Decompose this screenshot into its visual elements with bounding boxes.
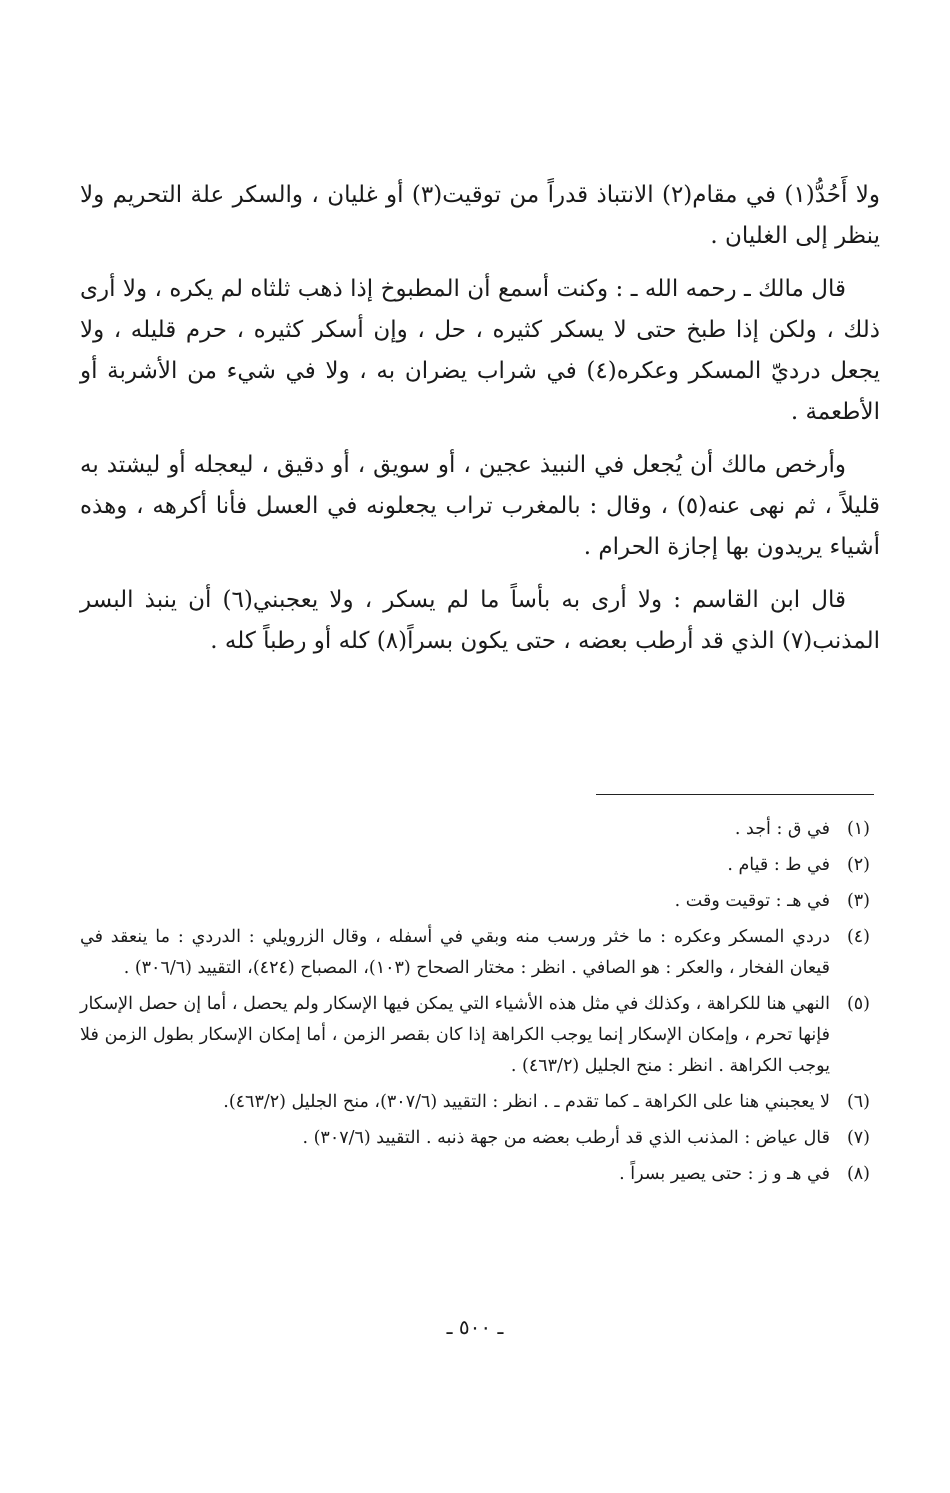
footnote-4: [80, 922, 870, 984]
page-number: ـ ٥٠٠ ـ: [446, 1315, 504, 1339]
footnote-text: في ط : قيام .: [727, 855, 830, 875]
footnote-number: (٢): [846, 855, 870, 875]
footnote-number: (٤): [846, 927, 870, 947]
footnote-number: (٨): [846, 1164, 870, 1184]
footnote-number: (٦): [846, 1092, 870, 1112]
footnote-text: دردي المسكر وعكره : ما خثر ورسب منه وبقي في أسفله ، وقال الزرويلي : الدردي : ما ينعقد في قيعان الفخار ، والعكر : هو الصافي . انظر : مختار الصحاح (١٠٣)، المصباح (٤٢٤)، التقييد (٣٠٦/٦) .: [80, 927, 830, 978]
footnote-text: لا يعجبني هنا على الكراهة ـ كما تقدم ـ . انظر : التقييد (٣٠٧/٦)، منح الجليل (٤٦٣/٢).: [223, 1092, 830, 1112]
main-text: [80, 175, 880, 674]
footnotes: [80, 814, 870, 1195]
footnote-number: (٣): [846, 891, 870, 911]
footnote-text: في ق : أجد .: [734, 819, 830, 839]
footnote-text: في هـ : توقيت وقت .: [674, 891, 830, 911]
footnote-8: [80, 1159, 870, 1190]
footnote-6: [80, 1087, 870, 1118]
footnote-text: النهي هنا للكراهة ، وكذلك في مثل هذه الأشياء التي يمكن فيها الإسكار ولم يحصل ، أما إن حصل الإسكار فإنها تحرم ، وإمكان الإسكار إنما يوجب الكراهة إذا كان بقصر الزمن ، أما إمكان الإسكار بطول الزمن فلا يوجب الكراهة . انظر : منح الجليل (٤٦٣/٢) .: [80, 994, 830, 1076]
footnote-number: (٧): [846, 1128, 870, 1148]
footnote-3: [80, 886, 870, 917]
paragraph-3: وأرخص مالك أن يُجعل في النبيذ عجين ، أو سويق ، أو دقيق ، ليعجله أو ليشتد به قليلاً ، ثم نهى عنه(٥) ، وقال : بالمغرب تراب يجعلونه في العسل فأنا أكرهه ، وهذه أشياء يريدون بها إجازة الحرام .: [80, 452, 880, 560]
paragraph-2: قال مالك ـ رحمه الله ـ : وكنت أسمع أن المطبوخ إذا ذهب ثلثاه لم يكره ، ولا أرى ذلك ، ولكن إذا طبخ حتى لا يسكر كثيره ، حل ، وإن أسكر كثيره ، حرم قليله ، ولا يجعل درديّ المسكر وعكره(٤) في شراب يضران به ، ولا في شيء من الأشربة أو الأطعمة .: [80, 276, 881, 425]
footnote-1: [80, 814, 870, 845]
footnote-number: (١): [846, 819, 870, 839]
footnote-text: في هـ و ز : حتى يصير بسراً .: [619, 1164, 830, 1184]
footnote-2: [80, 850, 870, 881]
paragraph-4: قال ابن القاسم : ولا أرى به بأساً ما لم يسكر ، ولا يعجبني(٦) أن ينبذ البسر المذنب(٧) الذي قد أرطب بعضه ، حتى يكون بسراً(٨) كله أو رطباً كله .: [80, 587, 880, 654]
footnote-number: (٥): [846, 994, 870, 1014]
footnote-divider: [596, 794, 874, 795]
paragraph-1: ولا أَحُدُّ(١) في مقام(٢) الانتباذ قدراً من توقيت(٣) أو غليان ، والسكر علة التحريم ولا ينظر إلى الغليان .: [80, 182, 880, 249]
footnote-5: [80, 989, 870, 1082]
footnote-text: قال عياض : المذنب الذي قد أرطب بعضه من جهة ذنبه . التقييد (٣٠٧/٦) .: [302, 1128, 830, 1148]
footnote-7: [80, 1123, 870, 1154]
